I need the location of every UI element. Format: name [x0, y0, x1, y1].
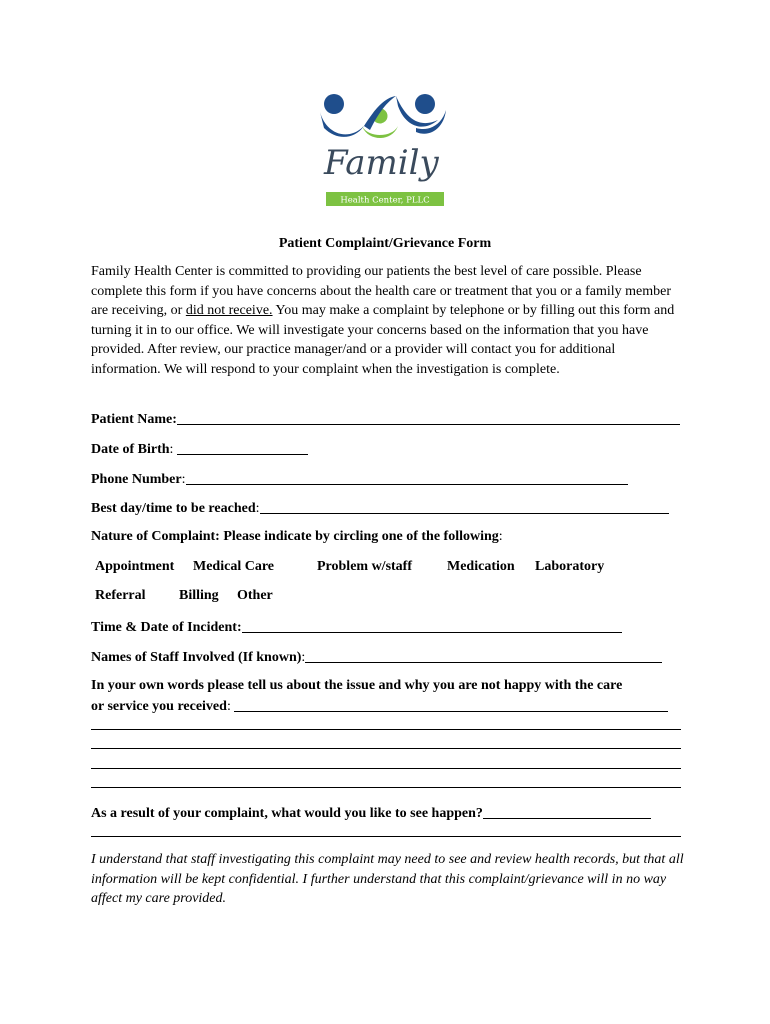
staff-label: Names of Staff Involved (If known): [91, 650, 302, 665]
issue-colon: :: [226, 699, 231, 714]
phone-row: [91, 470, 628, 488]
issue-field-line-2[interactable]: [91, 729, 681, 730]
option-referral[interactable]: Referral: [95, 588, 146, 603]
option-medical-care[interactable]: Medical Care: [193, 559, 274, 574]
intro-paragraph: [91, 262, 683, 379]
nature-row: [91, 529, 503, 545]
dob-row: [91, 440, 308, 458]
best-time-colon: :: [255, 501, 260, 516]
best-time-row: [91, 499, 669, 517]
logo-graphic: [312, 88, 452, 216]
intro-underlined-text: did not receive.: [185, 303, 273, 318]
patient-name-label: Patient Name:: [91, 412, 177, 427]
logo-script-text: Family: [324, 143, 439, 183]
issue-field-line-3[interactable]: [91, 748, 681, 749]
issue-label-line2: or service you received: [91, 699, 227, 714]
dob-label: Date of Birth: [91, 442, 170, 457]
outcome-label: As a result of your complaint, what would you like to see happen?: [91, 806, 483, 821]
phone-field[interactable]: [186, 470, 628, 485]
option-medication[interactable]: Medication: [447, 559, 515, 574]
issue-field-line-4[interactable]: [91, 768, 681, 769]
intro-text-1: Family Health Center is committed to providing our patients the best level of care possible. Please complete this form if you have concerns about the health care or treatment that you or a family member are receiving, or: [91, 264, 672, 318]
patient-name-row: [91, 410, 680, 428]
logo-subtitle: Health Center, PLLC: [340, 195, 430, 206]
intro-text-2: You may make a complaint by telephone or by filling out this form and turning it in to our office. We will investigate your concerns based on the information that you have provided. After review, our practice manager/and or a provider will contact you for additional information. We will respond to your complaint when the investigation is complete.: [91, 303, 675, 377]
option-problem-staff[interactable]: Problem w/staff: [317, 559, 412, 574]
option-other[interactable]: Other: [237, 588, 273, 603]
option-appointment[interactable]: Appointment: [95, 559, 175, 574]
staff-colon: :: [301, 650, 306, 665]
outcome-row: [91, 804, 651, 822]
option-billing[interactable]: Billing: [179, 588, 219, 603]
incident-field[interactable]: [242, 618, 622, 633]
option-laboratory[interactable]: Laboratory: [535, 559, 605, 574]
nature-colon: :: [498, 529, 503, 544]
best-time-field[interactable]: [260, 499, 669, 514]
nature-label: Nature of Complaint: Please indicate by circling one of the following: [91, 529, 499, 544]
staff-field[interactable]: [305, 648, 662, 663]
staff-row: [91, 648, 662, 666]
form-title: Patient Complaint/Grievance Form: [278, 236, 492, 251]
incident-row: [91, 618, 622, 636]
closing-statement: I understand that staff investigating this complaint may need to see and review health records, but that all information will be kept confidential. I further understand that this complaint/grievance will in no way affect my care provided.: [91, 852, 684, 906]
best-time-label: Best day/time to be reached: [91, 501, 256, 516]
outcome-field-line-2[interactable]: [91, 836, 681, 837]
issue-field-line-5[interactable]: [91, 787, 681, 788]
dob-colon: :: [169, 442, 174, 457]
issue-field-line-1[interactable]: [234, 697, 668, 712]
dob-field[interactable]: [177, 440, 308, 455]
phone-colon: :: [181, 472, 186, 487]
incident-label: Time & Date of Incident:: [91, 620, 242, 635]
issue-label-line1: In your own words please tell us about the issue and why you are not happy with the care: [91, 678, 623, 693]
issue-question-row-2: [91, 697, 668, 715]
phone-label: Phone Number: [91, 472, 182, 487]
patient-name-field[interactable]: [177, 410, 680, 425]
outcome-field-line-1[interactable]: [483, 804, 651, 819]
issue-question-row-1: [91, 678, 622, 694]
family-health-center-logo: [312, 88, 452, 216]
